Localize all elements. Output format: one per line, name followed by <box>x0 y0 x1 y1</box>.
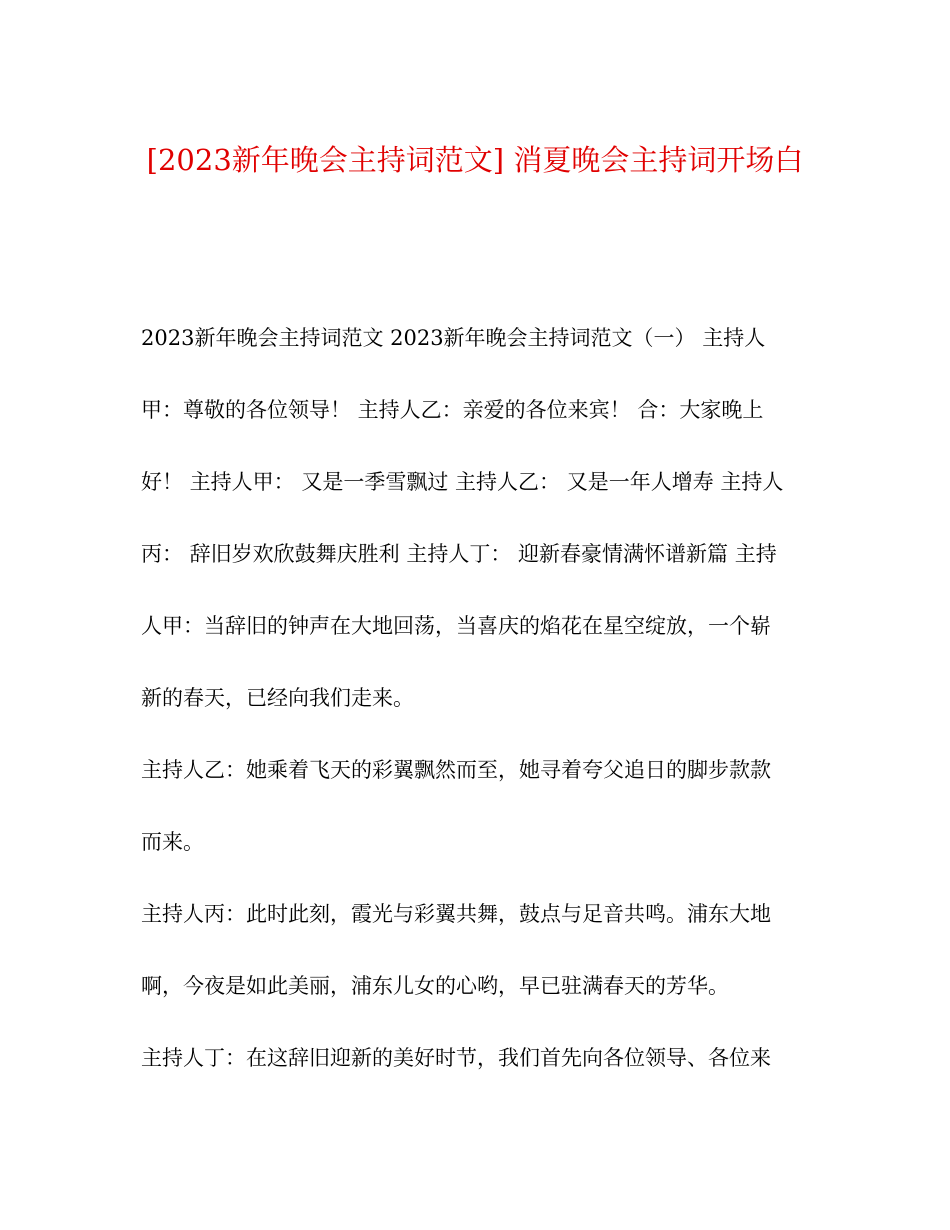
paragraph-2 <box>141 734 811 878</box>
text-line: 主持人丁：在这辞旧迎新的美好时节，我们首先向各位领导、各位来 <box>141 1046 771 1070</box>
paragraph-1 <box>141 302 811 734</box>
document-title: [2023新年晚会主持词范文] 消夏晚会主持词开场白 <box>146 143 804 177</box>
text-line: 人甲：当辞旧的钟声在大地回荡，当喜庆的焰花在星空绽放，一个崭 <box>141 614 771 638</box>
text-line: 新的春天，已经向我们走来。 <box>141 686 414 710</box>
text-line: 2023新年晚会主持词范文 2023新年晚会主持词范文（一） 主持人 <box>141 326 766 350</box>
text-line: 好！ 主持人甲： 又是一季雪飘过 主持人乙： 又是一年人增寿 主持人 <box>141 470 784 494</box>
text-line: 而来。 <box>141 830 204 854</box>
text-line: 主持人乙：她乘着飞天的彩翼飘然而至，她寻着夸父追日的脚步款款 <box>141 758 771 782</box>
text-line: 甲：尊敬的各位领导！ 主持人乙：亲爱的各位来宾！ 合：大家晚上 <box>141 398 764 422</box>
text-line: 啊，今夜是如此美丽，浦东儿女的心哟，早已驻满春天的芳华。 <box>141 974 729 998</box>
paragraph-3 <box>141 878 811 1022</box>
paragraph-4 <box>141 1022 811 1094</box>
text-line: 丙： 辞旧岁欢欣鼓舞庆胜利 主持人丁： 迎新春豪情满怀谱新篇 主持 <box>141 542 777 566</box>
text-line: 主持人丙：此时此刻，霞光与彩翼共舞，鼓点与足音共鸣。浦东大地 <box>141 902 771 926</box>
document-body <box>141 302 811 1094</box>
